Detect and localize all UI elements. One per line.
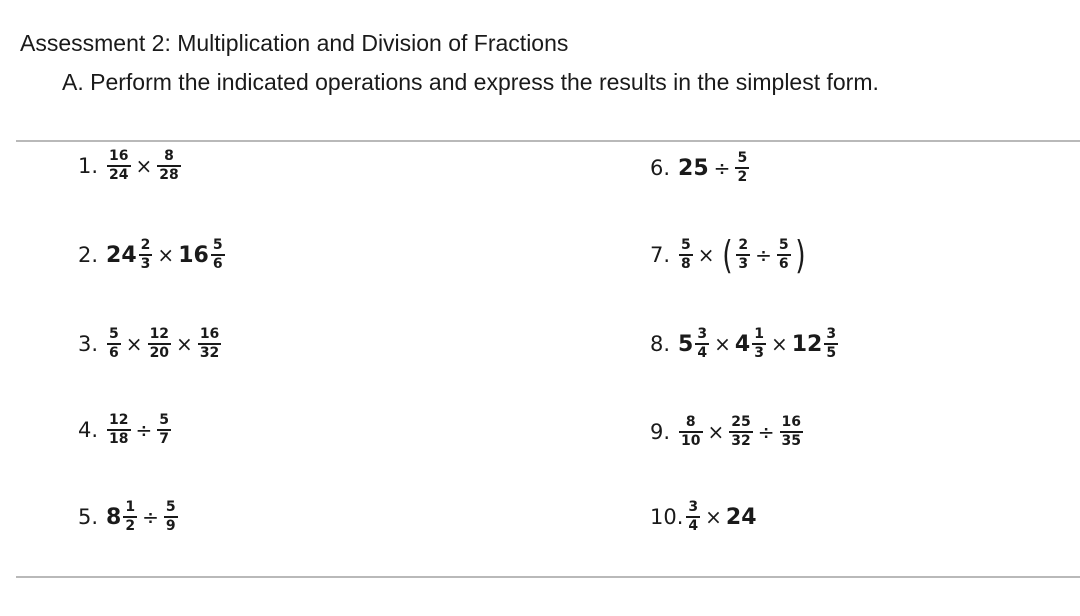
numerator: 8 <box>685 414 696 431</box>
fraction <box>752 327 766 361</box>
numerator: 5 <box>165 499 176 516</box>
fraction <box>107 327 121 361</box>
numerator: 8 <box>164 148 174 165</box>
multiply-sign: × <box>176 332 193 356</box>
fraction <box>695 327 709 361</box>
denominator: 3 <box>140 255 151 272</box>
whole-number: 16 <box>178 242 209 268</box>
numerator: 1 <box>125 499 136 516</box>
problem-5 <box>78 489 179 545</box>
open-parenthesis: ( <box>721 233 733 277</box>
numerator: 16 <box>781 414 802 431</box>
denominator: 32 <box>199 344 220 361</box>
denominator: 2 <box>737 168 748 185</box>
denominator: 28 <box>159 166 179 183</box>
denominator: 10 <box>681 432 701 449</box>
fraction <box>735 151 749 185</box>
divide-sign: ÷ <box>757 420 775 444</box>
numerator: 12 <box>149 326 170 343</box>
multiply-sign: × <box>705 505 722 529</box>
whole-number: 24 <box>725 504 757 530</box>
problem-8 <box>650 316 839 372</box>
problem-number: 10. <box>650 505 684 529</box>
denominator: 18 <box>109 430 129 447</box>
numerator: 5 <box>109 326 119 343</box>
problem-10 <box>650 489 758 545</box>
fraction <box>736 238 750 272</box>
problem-number: 3. <box>78 332 99 356</box>
numerator: 5 <box>778 237 789 254</box>
denominator: 6 <box>212 255 223 272</box>
divide-sign: ÷ <box>135 418 153 442</box>
denominator: 9 <box>165 517 176 534</box>
numerator: 3 <box>688 499 699 516</box>
divide-sign: ÷ <box>713 156 731 180</box>
fraction <box>164 500 178 534</box>
fraction <box>107 149 130 183</box>
assessment-title: Assessment 2: Multiplication and Division of Fractions <box>20 30 569 56</box>
fraction <box>729 415 752 449</box>
fraction <box>139 238 153 272</box>
fraction <box>148 327 171 361</box>
problem-6 <box>650 140 750 196</box>
numerator: 5 <box>681 237 691 254</box>
numerator: 5 <box>159 412 170 429</box>
denominator: 35 <box>781 432 802 449</box>
numerator: 12 <box>109 412 129 429</box>
problem-number: 5. <box>78 505 99 529</box>
denominator: 24 <box>109 166 129 183</box>
multiply-sign: × <box>157 243 175 267</box>
problem-number: 4. <box>78 418 99 442</box>
numerator: 2 <box>738 237 749 254</box>
problem-3 <box>78 316 222 372</box>
problem-number: 6. <box>650 156 671 180</box>
denominator: 6 <box>778 255 789 272</box>
numerator: 25 <box>731 414 751 431</box>
multiply-sign: × <box>714 332 731 356</box>
denominator: 5 <box>826 344 837 361</box>
bottom-divider <box>16 576 1080 578</box>
denominator: 7 <box>159 430 170 447</box>
numerator: 3 <box>697 326 708 343</box>
multiply-sign: × <box>697 243 715 267</box>
fraction <box>198 327 221 361</box>
numerator: 3 <box>826 326 837 343</box>
denominator: 6 <box>109 344 119 361</box>
denominator: 2 <box>125 517 136 534</box>
denominator: 3 <box>738 255 749 272</box>
fraction <box>107 413 130 447</box>
whole-number: 5 <box>678 331 694 357</box>
fraction <box>777 238 791 272</box>
divide-sign: ÷ <box>755 243 772 267</box>
problem-number: 9. <box>650 420 671 444</box>
fraction <box>686 500 700 534</box>
divide-sign: ÷ <box>142 505 159 529</box>
problem-7 <box>650 227 808 283</box>
whole-number: 4 <box>734 331 751 357</box>
fraction <box>679 238 693 272</box>
problem-2 <box>78 227 226 283</box>
whole-number: 25 <box>678 155 709 181</box>
problem-9 <box>650 404 804 460</box>
whole-number: 8 <box>106 504 122 530</box>
numerator: 16 <box>199 326 220 343</box>
fraction <box>824 327 838 361</box>
denominator: 4 <box>697 344 708 361</box>
fraction <box>157 413 171 447</box>
whole-number: 12 <box>791 331 823 357</box>
multiply-sign: × <box>707 420 725 444</box>
problem-number: 2. <box>78 243 99 267</box>
close-parenthesis: ) <box>794 233 806 277</box>
fraction <box>679 415 702 449</box>
whole-number: 24 <box>106 242 137 268</box>
problem-4 <box>78 402 172 458</box>
denominator: 32 <box>731 432 751 449</box>
problem-number: 8. <box>650 332 671 356</box>
numerator: 5 <box>737 150 748 167</box>
denominator: 20 <box>149 344 170 361</box>
fraction <box>780 415 803 449</box>
denominator: 3 <box>754 344 764 361</box>
numerator: 2 <box>140 237 151 254</box>
numerator: 1 <box>754 326 764 343</box>
multiply-sign: × <box>135 154 153 178</box>
instruction-text: A. Perform the indicated operations and express the results in the simplest form. <box>62 69 879 95</box>
fraction <box>123 500 137 534</box>
multiply-sign: × <box>125 332 143 356</box>
problem-1 <box>78 138 182 194</box>
denominator: 8 <box>681 255 691 272</box>
problem-number: 7. <box>650 243 671 267</box>
denominator: 4 <box>688 517 699 534</box>
multiply-sign: × <box>770 332 788 356</box>
problem-number: 1. <box>78 154 99 178</box>
numerator: 5 <box>212 237 223 254</box>
numerator: 16 <box>109 148 129 165</box>
fraction <box>211 238 225 272</box>
fraction <box>157 149 180 183</box>
